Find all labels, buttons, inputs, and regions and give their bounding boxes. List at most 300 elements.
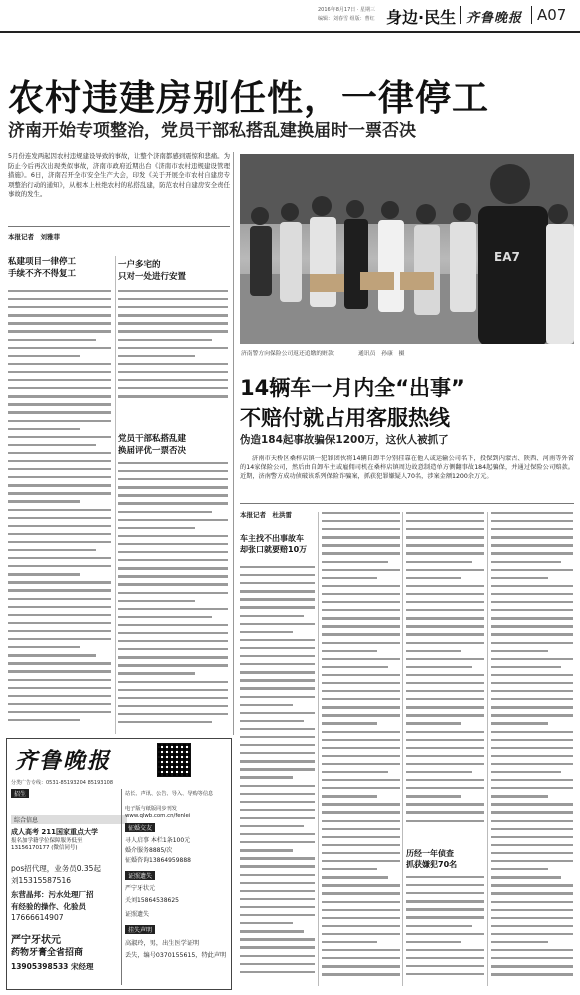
text-line	[322, 601, 400, 603]
photo-scene	[240, 154, 574, 344]
text-line	[240, 841, 315, 843]
text-line	[491, 585, 573, 587]
text-line	[406, 682, 484, 684]
text-line	[118, 322, 228, 324]
header-divider-2	[531, 6, 532, 24]
text-line	[8, 695, 111, 697]
text-line	[118, 535, 228, 537]
text-line	[491, 650, 548, 652]
text-line	[491, 933, 573, 935]
photo-caption: 济南警方向保险公司返还追缴的赃款	[241, 351, 334, 357]
text-line	[322, 561, 388, 563]
text-line	[322, 779, 400, 781]
text-line	[8, 379, 111, 381]
text-line	[8, 403, 111, 405]
text-line	[118, 470, 228, 472]
text-line	[322, 690, 400, 692]
text-line	[406, 722, 461, 724]
s2-divider-1	[318, 512, 319, 986]
text-line	[8, 500, 80, 502]
lead-subhead-3: 党员干部私搭乱建 换届评优一票否决	[118, 434, 187, 456]
text-line	[491, 706, 573, 708]
text-line	[491, 633, 573, 635]
text-line	[8, 298, 111, 300]
text-line	[491, 909, 573, 911]
text-line	[406, 916, 484, 918]
text-line	[491, 682, 573, 684]
story2-subheadline: 伪造184起事故骗保1200万，这伙人被抓了	[240, 434, 449, 446]
text-line	[8, 541, 111, 543]
text-line	[406, 933, 484, 935]
story2-subhead-2: 历经一年侦查 抓获嫌犯70名	[406, 849, 458, 869]
text-line	[240, 776, 293, 778]
section-label-recruit: 招生	[11, 789, 29, 798]
section-label-general: 综合信息	[11, 815, 127, 824]
editor-line: 编辑：刘春雪 组版：曹红	[318, 16, 375, 22]
text-line	[240, 865, 315, 867]
text-line	[118, 559, 228, 561]
text-line	[118, 681, 228, 683]
text-line	[118, 543, 228, 545]
text-line	[240, 809, 315, 811]
story2-rule	[240, 503, 574, 504]
text-line	[240, 906, 315, 908]
text-line	[240, 760, 315, 762]
section-label-lost: 证照遗失	[125, 871, 155, 880]
text-line	[118, 502, 228, 504]
text-line	[406, 965, 484, 967]
text-line	[240, 785, 315, 787]
text-line	[118, 672, 195, 674]
ad-line-9: 药物牙膏全省招商	[11, 948, 84, 958]
text-line	[8, 589, 111, 591]
text-line	[322, 585, 400, 587]
text-line	[118, 689, 228, 691]
text-line	[406, 941, 461, 943]
text-line	[8, 322, 111, 324]
story2-col1-text	[240, 566, 315, 986]
text-line	[118, 314, 228, 316]
text-line	[322, 828, 400, 830]
text-line	[8, 428, 80, 430]
date-line: 2016年8月17日 · 星期三	[318, 7, 376, 13]
text-line	[240, 582, 315, 584]
text-line	[406, 593, 484, 595]
text-line	[406, 787, 484, 789]
text-line	[322, 674, 400, 676]
classifieds-right-10: 高淑玲，男，出生医学证明	[125, 940, 200, 947]
text-line	[406, 779, 484, 781]
text-line	[491, 860, 573, 862]
story2-col3-text-b	[406, 876, 484, 986]
text-line	[240, 606, 315, 608]
text-line	[8, 387, 111, 389]
story2-headline-2: 不赔付就占用客服热线	[240, 406, 450, 430]
text-line	[322, 650, 377, 652]
text-line	[8, 662, 111, 664]
text-line	[240, 631, 293, 633]
text-line	[240, 874, 315, 876]
text-line	[491, 771, 561, 773]
news-photo	[240, 154, 574, 344]
text-line	[118, 697, 228, 699]
text-line	[240, 663, 315, 665]
text-line	[118, 330, 228, 332]
text-line	[406, 908, 484, 910]
text-line	[406, 714, 484, 716]
text-line	[118, 379, 228, 381]
text-line	[491, 617, 573, 619]
s2-divider-3	[487, 512, 488, 986]
lead-story-divider	[233, 152, 234, 735]
text-line	[8, 638, 111, 640]
text-line	[8, 484, 111, 486]
text-line	[118, 600, 195, 602]
text-line	[491, 755, 573, 757]
text-line	[406, 658, 484, 660]
ad-line-7: 17666614907	[11, 913, 64, 922]
text-line	[8, 363, 111, 365]
text-line	[322, 876, 388, 878]
story2-intro: 济南市天桥区桑梓店镇一犯罪团伙将14辆自卸半分别挂靠在他人或运输公司名下，投保到内蒙古、陕西、河南等外省的14家保险公司，然后由自卸车主或雇佣司机在桑梓店镇周边故意制造单方侧翻事故184起骗保，并通过保险公司赔款。近期，济南警方成功侦破该系列保险诈骗案，抓获犯罪嫌疑人70名，涉案金额1200余万元。	[240, 455, 574, 480]
text-line	[8, 314, 111, 316]
text-line	[406, 949, 484, 951]
text-line	[491, 811, 573, 813]
text-line	[406, 747, 484, 749]
text-line	[118, 575, 228, 577]
ad-line-5: 东营晶邦：污水处理厂招	[11, 890, 94, 899]
text-line	[118, 656, 228, 658]
text-line	[406, 552, 484, 554]
text-line	[118, 347, 228, 349]
text-line	[240, 566, 315, 568]
text-line	[491, 666, 561, 668]
text-line	[240, 671, 315, 673]
story2-col4-text	[491, 512, 573, 986]
text-line	[406, 585, 484, 587]
classifieds-divider	[121, 789, 122, 985]
text-line	[406, 731, 484, 733]
text-line	[406, 561, 472, 563]
text-line	[406, 633, 484, 635]
text-line	[322, 658, 400, 660]
lead-subhead-1: 私建项目一律停工 手续不齐不得复工	[8, 257, 77, 279]
text-line	[322, 844, 400, 846]
text-line	[322, 698, 400, 700]
ad-line-2: 报名加学籍学位保障服务低至 13156170177 (微信同号)	[11, 838, 83, 851]
text-line	[491, 552, 573, 554]
classifieds-right-2: 电子版与纸版同步刊发	[125, 806, 177, 812]
text-line	[406, 755, 484, 757]
text-line	[118, 494, 228, 496]
text-line	[322, 795, 377, 797]
text-line	[118, 339, 212, 341]
text-line	[491, 528, 573, 530]
lead-subhead-2: 一户多宅的 只对一处进行安置	[118, 260, 187, 282]
text-line	[322, 949, 400, 951]
text-line	[322, 520, 400, 522]
text-line	[406, 544, 484, 546]
text-line	[118, 511, 212, 513]
classifieds-right-5: 婚介服务8885/次	[125, 847, 173, 854]
text-line	[8, 719, 80, 721]
text-line	[8, 711, 111, 713]
text-line	[240, 922, 293, 924]
text-line	[118, 713, 228, 715]
text-line	[322, 763, 400, 765]
text-line	[491, 868, 548, 870]
text-line	[406, 803, 484, 805]
text-line	[406, 674, 484, 676]
text-line	[8, 517, 111, 519]
text-line	[491, 973, 573, 975]
text-line	[240, 615, 304, 617]
text-line	[322, 593, 400, 595]
text-line	[491, 609, 573, 611]
text-line	[406, 617, 484, 619]
text-line	[240, 655, 315, 657]
qr-code	[157, 743, 191, 777]
text-line	[240, 825, 304, 827]
text-line	[322, 722, 377, 724]
text-line	[491, 658, 573, 660]
text-line	[8, 573, 80, 575]
text-line	[406, 957, 484, 959]
text-line	[491, 731, 573, 733]
text-line	[406, 900, 484, 902]
text-line	[491, 601, 573, 603]
text-line	[322, 714, 400, 716]
text-line	[240, 744, 315, 746]
text-line	[406, 601, 484, 603]
text-line	[118, 705, 228, 707]
text-line	[491, 941, 548, 943]
classifieds-right-4: 寻人启事 本栏1条100元	[125, 837, 191, 844]
text-line	[8, 476, 111, 478]
text-line	[406, 763, 484, 765]
text-line	[240, 574, 315, 576]
text-line	[491, 520, 573, 522]
text-line	[322, 925, 400, 927]
lead-intro: 5月份连发两起因农村违规建设导致的事故，让整个济南都感到震惊和悲痛。为防止今后再次出现类似事故，济南市政府近期出台《济南市农村违规建设管理措施》。6日，济南召开全市安全生产大会，印发《关于开展全市农村自建房专项整治行动的通知》，从根本上杜绝农村的私搭乱建，防范农村自建房安全责任事故的发生。	[8, 152, 230, 198]
text-line	[8, 420, 111, 422]
text-line	[322, 552, 400, 554]
text-line	[240, 914, 315, 916]
text-line	[406, 739, 484, 741]
text-line	[491, 820, 573, 822]
text-line	[491, 569, 573, 571]
text-line	[406, 512, 484, 514]
text-line	[8, 339, 96, 341]
text-line	[118, 298, 228, 300]
text-line	[491, 925, 573, 927]
text-line	[240, 712, 315, 714]
text-line	[322, 617, 400, 619]
text-line	[240, 817, 315, 819]
text-line	[491, 892, 573, 894]
text-line	[322, 868, 377, 870]
text-line	[8, 614, 111, 616]
text-line	[8, 703, 111, 705]
classifieds-right-11: 丢失，编号0370155615，特此声明	[125, 952, 227, 959]
text-line	[118, 551, 228, 553]
text-line	[118, 616, 212, 618]
text-line	[8, 436, 111, 438]
text-line	[8, 549, 96, 551]
col-divider	[115, 256, 116, 734]
text-line	[240, 963, 315, 965]
text-line	[240, 647, 315, 649]
text-line	[406, 876, 484, 878]
s2-divider-2	[402, 512, 403, 986]
text-line	[240, 882, 315, 884]
text-line	[240, 857, 315, 859]
text-line	[118, 387, 228, 389]
text-line	[406, 625, 484, 627]
classifieds-logo: 齐鲁晚报	[15, 748, 112, 774]
text-line	[322, 569, 400, 571]
text-line	[118, 290, 228, 292]
text-line	[322, 860, 400, 862]
story2-subhead-1: 车主找不出事故车 却张口就要赔10万	[240, 534, 308, 554]
text-line	[491, 803, 573, 805]
text-line	[491, 512, 573, 514]
text-line	[491, 844, 573, 846]
text-line	[491, 536, 573, 538]
text-line	[406, 973, 484, 975]
text-line	[406, 811, 484, 813]
text-line	[406, 577, 461, 579]
text-line	[322, 625, 400, 627]
text-line	[240, 971, 315, 973]
text-line	[240, 768, 315, 770]
text-line	[118, 624, 228, 626]
text-line	[118, 306, 228, 308]
text-line	[322, 803, 400, 805]
text-line	[240, 639, 315, 641]
text-line	[240, 720, 304, 722]
text-line	[8, 411, 111, 413]
classifieds-right-7: 严宁牙状元	[125, 885, 156, 892]
text-line	[406, 528, 484, 530]
text-line	[491, 876, 561, 878]
text-line	[491, 625, 573, 627]
text-line	[406, 884, 484, 886]
text-line	[8, 654, 96, 656]
text-line	[118, 583, 228, 585]
ad-line-8: 严宁牙状元	[11, 935, 61, 946]
text-line	[8, 452, 111, 454]
text-line	[406, 666, 472, 668]
text-line	[118, 371, 228, 373]
text-line	[8, 492, 111, 494]
text-line	[240, 696, 315, 698]
text-line	[491, 852, 573, 854]
lead-col2-text-b	[118, 462, 228, 735]
text-line	[322, 892, 400, 894]
story2-col3-text-a	[406, 512, 484, 830]
text-line	[406, 520, 484, 522]
text-line	[491, 593, 573, 595]
text-line	[491, 779, 573, 781]
text-line	[8, 606, 111, 608]
lead-col1-text	[8, 290, 111, 735]
text-line	[322, 957, 400, 959]
text-line	[240, 849, 293, 851]
text-line	[8, 581, 111, 583]
text-line	[8, 687, 111, 689]
text-line	[322, 820, 400, 822]
text-line	[8, 670, 111, 672]
text-line	[322, 536, 400, 538]
text-line	[322, 884, 400, 886]
text-line	[491, 884, 573, 886]
text-line	[240, 687, 315, 689]
text-line	[8, 598, 111, 600]
text-line	[322, 706, 400, 708]
text-line	[406, 698, 484, 700]
text-line	[491, 722, 548, 724]
text-line	[322, 577, 377, 579]
ad-line-3: pos招代理，业务员0.35起	[11, 864, 101, 873]
text-line	[322, 787, 400, 789]
text-line	[322, 933, 400, 935]
text-line	[118, 648, 228, 650]
header-divider	[460, 6, 461, 24]
text-line	[240, 728, 315, 730]
text-line	[8, 371, 111, 373]
text-line	[322, 917, 400, 919]
classifieds-right-3[interactable]: www.qlwb.com.cn/fenlei	[125, 813, 191, 819]
text-line	[491, 836, 573, 838]
text-line	[322, 973, 400, 975]
text-line	[118, 395, 228, 397]
brand-logo: 齐鲁晚报	[466, 11, 523, 26]
text-line	[406, 820, 484, 822]
text-line	[322, 755, 400, 757]
text-line	[491, 561, 561, 563]
text-line	[322, 965, 400, 967]
text-line	[491, 957, 573, 959]
text-line	[8, 509, 111, 511]
text-line	[491, 739, 573, 741]
classifieds-right-8: 关刘15864538625	[125, 897, 179, 904]
section-label-notice: 挂失声明	[125, 925, 155, 934]
text-line	[406, 925, 472, 927]
text-line	[406, 795, 461, 797]
text-line	[8, 468, 111, 470]
text-line	[8, 444, 96, 446]
text-line	[406, 771, 472, 773]
text-line	[322, 682, 400, 684]
text-line	[240, 752, 315, 754]
story2-headline-1: 14辆车一月内全“出事”	[240, 376, 465, 400]
text-line	[406, 569, 484, 571]
text-line	[118, 462, 228, 464]
text-line	[322, 852, 400, 854]
text-line	[8, 565, 111, 567]
ad-line-4: 刘15315587516	[11, 876, 71, 885]
text-line	[322, 836, 400, 838]
text-line	[8, 630, 111, 632]
text-line	[322, 739, 400, 741]
text-line	[240, 679, 315, 681]
photo-credit: 通讯员 孙康 摄	[358, 351, 405, 357]
section-label-dating: 征婚交友	[125, 823, 155, 832]
text-line	[491, 965, 573, 967]
text-line	[240, 801, 315, 803]
classifieds-right-1: 站长、声讯、公告、导入、导购等信息	[125, 791, 214, 797]
